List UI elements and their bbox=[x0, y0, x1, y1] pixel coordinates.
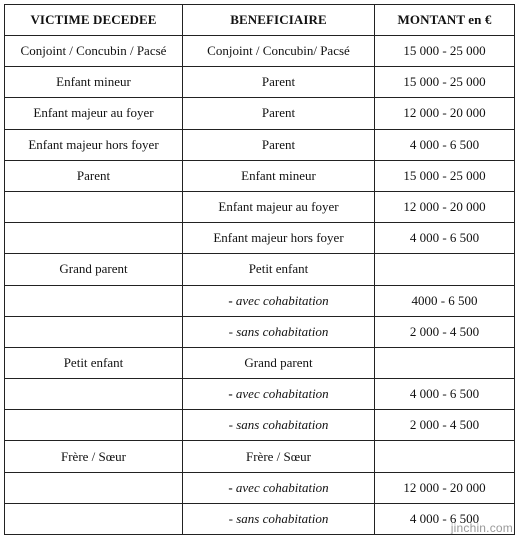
beneficiary-cell: Parent bbox=[183, 67, 375, 98]
table-row bbox=[5, 191, 515, 222]
cohabitation-label: sans cohabitation bbox=[233, 323, 329, 339]
beneficiary-cell bbox=[183, 316, 375, 347]
dash-marker: - bbox=[228, 417, 233, 433]
table-row bbox=[5, 98, 515, 129]
table-row bbox=[5, 410, 515, 441]
amount-cell: 4 000 - 6 500 bbox=[375, 223, 515, 254]
cohabitation-label: sans cohabitation bbox=[233, 417, 329, 433]
table-row bbox=[5, 379, 515, 410]
table-row bbox=[5, 347, 515, 378]
beneficiary-cell: Enfant mineur bbox=[183, 160, 375, 191]
beneficiary-cell: Frère / Sœur bbox=[183, 441, 375, 472]
victim-cell: Conjoint / Concubin / Pacsé bbox=[5, 36, 183, 67]
beneficiary-cell bbox=[183, 503, 375, 534]
dash-marker: - bbox=[228, 479, 233, 495]
compensation-table bbox=[4, 4, 515, 535]
table-row bbox=[5, 223, 515, 254]
amount-cell: 15 000 - 25 000 bbox=[375, 67, 515, 98]
victim-cell bbox=[5, 285, 183, 316]
amount-cell: 15 000 - 25 000 bbox=[375, 36, 515, 67]
amount-cell: 12 000 - 20 000 bbox=[375, 472, 515, 503]
table-row bbox=[5, 36, 515, 67]
beneficiary-cell bbox=[183, 285, 375, 316]
victim-cell bbox=[5, 472, 183, 503]
beneficiary-cell: Conjoint / Concubin/ Pacsé bbox=[183, 36, 375, 67]
beneficiary-cell: Petit enfant bbox=[183, 254, 375, 285]
amount-cell: 4 000 - 6 500 bbox=[375, 129, 515, 160]
amount-cell: 15 000 - 25 000 bbox=[375, 160, 515, 191]
table-row bbox=[5, 285, 515, 316]
table-row bbox=[5, 160, 515, 191]
beneficiary-cell bbox=[183, 472, 375, 503]
amount-cell: 12 000 - 20 000 bbox=[375, 98, 515, 129]
amount-cell bbox=[375, 254, 515, 285]
table-row bbox=[5, 67, 515, 98]
amount-cell: 4 000 - 6 500 bbox=[375, 503, 515, 534]
header-beneficiary: BENEFICIAIRE bbox=[183, 5, 375, 36]
beneficiary-cell: Enfant majeur hors foyer bbox=[183, 223, 375, 254]
amount-cell bbox=[375, 441, 515, 472]
amount-cell bbox=[375, 347, 515, 378]
table-row bbox=[5, 472, 515, 503]
victim-cell: Enfant mineur bbox=[5, 67, 183, 98]
amount-cell: 2 000 - 4 500 bbox=[375, 410, 515, 441]
cohabitation-label: sans cohabitation bbox=[233, 510, 329, 526]
victim-cell: Enfant majeur hors foyer bbox=[5, 129, 183, 160]
table-row bbox=[5, 441, 515, 472]
header-amount: MONTANT en € bbox=[375, 5, 515, 36]
victim-cell: Petit enfant bbox=[5, 347, 183, 378]
table-row bbox=[5, 316, 515, 347]
victim-cell bbox=[5, 316, 183, 347]
header-row bbox=[5, 5, 515, 36]
beneficiary-cell: Grand parent bbox=[183, 347, 375, 378]
victim-cell bbox=[5, 191, 183, 222]
victim-cell: Enfant majeur au foyer bbox=[5, 98, 183, 129]
victim-cell bbox=[5, 503, 183, 534]
beneficiary-cell: Enfant majeur au foyer bbox=[183, 191, 375, 222]
dash-marker: - bbox=[228, 323, 233, 339]
cohabitation-label: avec cohabitation bbox=[232, 479, 329, 495]
victim-cell: Parent bbox=[5, 160, 183, 191]
amount-cell: 4 000 - 6 500 bbox=[375, 379, 515, 410]
amount-cell: 2 000 - 4 500 bbox=[375, 316, 515, 347]
victim-cell bbox=[5, 223, 183, 254]
cohabitation-label: avec cohabitation bbox=[232, 386, 329, 402]
dash-marker: - bbox=[228, 386, 233, 402]
table-body bbox=[5, 36, 515, 535]
dash-marker: - bbox=[228, 292, 233, 308]
header-victim: VICTIME DECEDEE bbox=[5, 5, 183, 36]
beneficiary-cell: Parent bbox=[183, 129, 375, 160]
amount-cell: 4000 - 6 500 bbox=[375, 285, 515, 316]
dash-marker: - bbox=[228, 510, 233, 526]
amount-cell: 12 000 - 20 000 bbox=[375, 191, 515, 222]
table-row bbox=[5, 254, 515, 285]
beneficiary-cell bbox=[183, 379, 375, 410]
victim-cell: Frère / Sœur bbox=[5, 441, 183, 472]
beneficiary-cell bbox=[183, 410, 375, 441]
watermark: jinchin.com bbox=[450, 521, 513, 535]
victim-cell: Grand parent bbox=[5, 254, 183, 285]
victim-cell bbox=[5, 379, 183, 410]
beneficiary-cell: Parent bbox=[183, 98, 375, 129]
table-row bbox=[5, 503, 515, 534]
table-row bbox=[5, 129, 515, 160]
victim-cell bbox=[5, 410, 183, 441]
cohabitation-label: avec cohabitation bbox=[232, 292, 329, 308]
